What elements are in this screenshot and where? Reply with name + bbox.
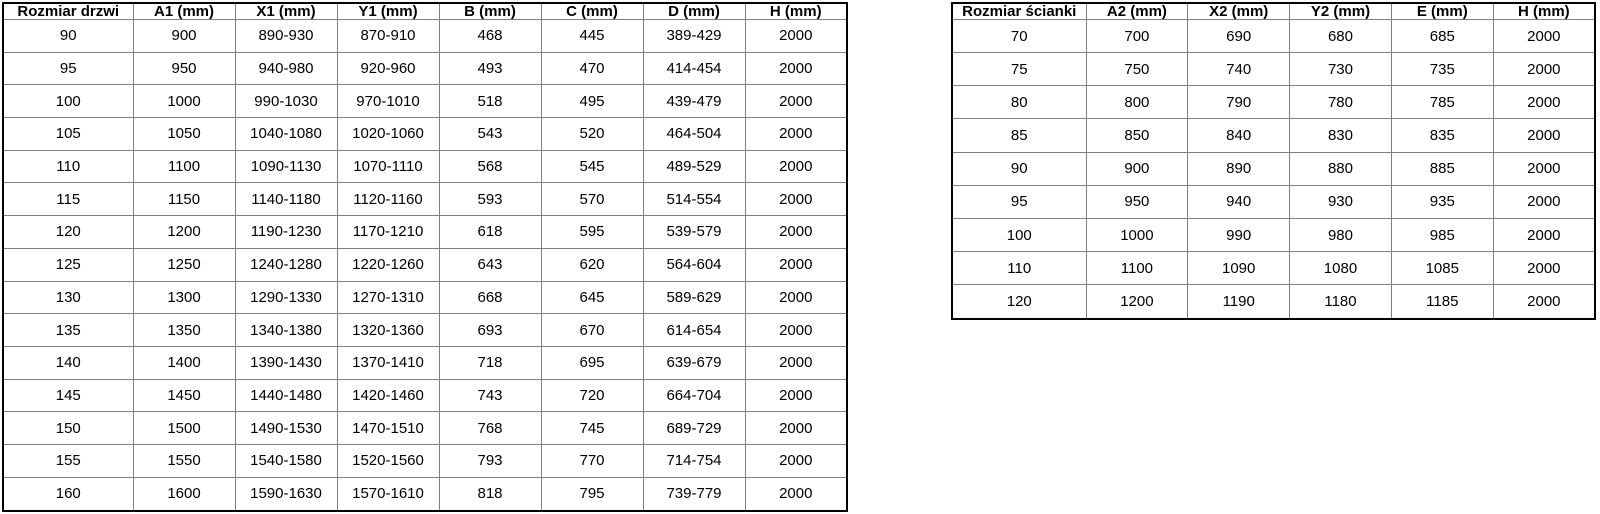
cell: 85 — [952, 119, 1086, 152]
header-row — [952, 3, 1595, 20]
cell: 493 — [439, 52, 541, 85]
table-row — [3, 52, 847, 85]
cell: 800 — [1086, 86, 1188, 119]
cell: 2000 — [1493, 53, 1595, 86]
column-header: Rozmiar drzwi — [3, 3, 133, 20]
table-row — [3, 346, 847, 379]
cell: 1250 — [133, 248, 235, 281]
column-header: A2 (mm) — [1086, 3, 1188, 20]
cell: 1150 — [133, 183, 235, 216]
cell: 470 — [541, 52, 643, 85]
cell: 1440-1480 — [235, 379, 337, 412]
cell: 2000 — [1493, 119, 1595, 152]
cell: 1390-1430 — [235, 346, 337, 379]
cell: 100 — [952, 218, 1086, 251]
cell: 95 — [952, 185, 1086, 218]
cell: 1085 — [1391, 252, 1493, 285]
cell: 564-604 — [643, 248, 745, 281]
cell: 840 — [1188, 119, 1290, 152]
cell: 614-654 — [643, 314, 745, 347]
cell: 570 — [541, 183, 643, 216]
cell: 414-454 — [643, 52, 745, 85]
cell: 1470-1510 — [337, 412, 439, 445]
cell: 2000 — [745, 444, 847, 477]
cell: 2000 — [745, 412, 847, 445]
cell: 1420-1460 — [337, 379, 439, 412]
cell: 980 — [1290, 218, 1392, 251]
cell: 730 — [1290, 53, 1392, 86]
cell: 790 — [1188, 86, 1290, 119]
cell: 1000 — [1086, 218, 1188, 251]
cell: 468 — [439, 20, 541, 53]
cell: 885 — [1391, 152, 1493, 185]
cell: 1090-1130 — [235, 150, 337, 183]
cell: 1190 — [1188, 285, 1290, 319]
cell: 890-930 — [235, 20, 337, 53]
cell: 1000 — [133, 85, 235, 118]
cell: 545 — [541, 150, 643, 183]
cell: 2000 — [745, 20, 847, 53]
cell: 520 — [541, 118, 643, 151]
cell: 2000 — [745, 118, 847, 151]
header-row — [3, 3, 847, 20]
cell: 1070-1110 — [337, 150, 439, 183]
cell: 595 — [541, 216, 643, 249]
cell: 2000 — [745, 477, 847, 511]
cell: 970-1010 — [337, 85, 439, 118]
cell: 740 — [1188, 53, 1290, 86]
table-row — [952, 252, 1595, 285]
cell: 2000 — [745, 216, 847, 249]
cell: 1050 — [133, 118, 235, 151]
cell: 135 — [3, 314, 133, 347]
cell: 1100 — [1086, 252, 1188, 285]
cell: 539-579 — [643, 216, 745, 249]
column-header: Y1 (mm) — [337, 3, 439, 20]
cell: 1190-1230 — [235, 216, 337, 249]
table-row — [952, 53, 1595, 86]
column-header: A1 (mm) — [133, 3, 235, 20]
cell: 514-554 — [643, 183, 745, 216]
cell: 2000 — [1493, 285, 1595, 319]
cell: 685 — [1391, 20, 1493, 53]
column-header: Rozmiar ścianki — [952, 3, 1086, 20]
column-header: H (mm) — [745, 3, 847, 20]
cell: 900 — [1086, 152, 1188, 185]
cell: 1520-1560 — [337, 444, 439, 477]
cell: 100 — [3, 85, 133, 118]
cell: 735 — [1391, 53, 1493, 86]
cell: 110 — [952, 252, 1086, 285]
cell: 870-910 — [337, 20, 439, 53]
cell: 690 — [1188, 20, 1290, 53]
table-row — [952, 119, 1595, 152]
table-row — [952, 285, 1595, 319]
cell: 1320-1360 — [337, 314, 439, 347]
cell: 900 — [133, 20, 235, 53]
cell: 770 — [541, 444, 643, 477]
cell: 70 — [952, 20, 1086, 53]
cell: 830 — [1290, 119, 1392, 152]
cell: 2000 — [745, 346, 847, 379]
cell: 1500 — [133, 412, 235, 445]
table-row — [3, 216, 847, 249]
table-row — [3, 183, 847, 216]
cell: 1180 — [1290, 285, 1392, 319]
cell: 1290-1330 — [235, 281, 337, 314]
cell: 2000 — [745, 52, 847, 85]
cell: 720 — [541, 379, 643, 412]
door-size-table — [2, 2, 848, 512]
cell: 695 — [541, 346, 643, 379]
cell: 950 — [133, 52, 235, 85]
cell: 785 — [1391, 86, 1493, 119]
cell: 920-960 — [337, 52, 439, 85]
cell: 750 — [1086, 53, 1188, 86]
cell: 125 — [3, 248, 133, 281]
cell: 745 — [541, 412, 643, 445]
cell: 985 — [1391, 218, 1493, 251]
table-row — [3, 444, 847, 477]
cell: 2000 — [745, 281, 847, 314]
cell: 90 — [3, 20, 133, 53]
cell: 2000 — [1493, 20, 1595, 53]
cell: 850 — [1086, 119, 1188, 152]
cell: 2000 — [1493, 86, 1595, 119]
cell: 714-754 — [643, 444, 745, 477]
table-row — [3, 150, 847, 183]
cell: 700 — [1086, 20, 1188, 53]
cell: 1100 — [133, 150, 235, 183]
cell: 2000 — [745, 150, 847, 183]
cell: 439-479 — [643, 85, 745, 118]
cell: 668 — [439, 281, 541, 314]
cell: 1220-1260 — [337, 248, 439, 281]
cell: 2000 — [1493, 152, 1595, 185]
cell: 1540-1580 — [235, 444, 337, 477]
column-header: E (mm) — [1391, 3, 1493, 20]
cell: 2000 — [745, 248, 847, 281]
column-header: H (mm) — [1493, 3, 1595, 20]
cell: 670 — [541, 314, 643, 347]
cell: 2000 — [745, 314, 847, 347]
table-row — [952, 152, 1595, 185]
cell: 645 — [541, 281, 643, 314]
cell: 1340-1380 — [235, 314, 337, 347]
cell: 940 — [1188, 185, 1290, 218]
cell: 1600 — [133, 477, 235, 511]
cell: 835 — [1391, 119, 1493, 152]
cell: 150 — [3, 412, 133, 445]
wall-size-table — [951, 2, 1596, 320]
table-row — [3, 314, 847, 347]
cell: 145 — [3, 379, 133, 412]
cell: 464-504 — [643, 118, 745, 151]
cell: 543 — [439, 118, 541, 151]
table-row — [3, 281, 847, 314]
column-header: B (mm) — [439, 3, 541, 20]
cell: 1300 — [133, 281, 235, 314]
cell: 518 — [439, 85, 541, 118]
cell: 768 — [439, 412, 541, 445]
cell: 1350 — [133, 314, 235, 347]
cell: 620 — [541, 248, 643, 281]
cell: 105 — [3, 118, 133, 151]
table-row — [3, 379, 847, 412]
cell: 1450 — [133, 379, 235, 412]
cell: 689-729 — [643, 412, 745, 445]
cell: 990-1030 — [235, 85, 337, 118]
cell: 718 — [439, 346, 541, 379]
cell: 155 — [3, 444, 133, 477]
column-header: X1 (mm) — [235, 3, 337, 20]
cell: 140 — [3, 346, 133, 379]
table-row — [3, 118, 847, 151]
cell: 1200 — [1086, 285, 1188, 319]
cell: 1240-1280 — [235, 248, 337, 281]
table-row — [952, 185, 1595, 218]
cell: 568 — [439, 150, 541, 183]
cell: 120 — [952, 285, 1086, 319]
table-row — [3, 248, 847, 281]
cell: 489-529 — [643, 150, 745, 183]
cell: 1185 — [1391, 285, 1493, 319]
cell: 90 — [952, 152, 1086, 185]
cell: 639-679 — [643, 346, 745, 379]
cell: 115 — [3, 183, 133, 216]
column-header: D (mm) — [643, 3, 745, 20]
table-row — [952, 218, 1595, 251]
cell: 1020-1060 — [337, 118, 439, 151]
cell: 818 — [439, 477, 541, 511]
cell: 1080 — [1290, 252, 1392, 285]
cell: 1590-1630 — [235, 477, 337, 511]
table-row — [3, 85, 847, 118]
cell: 2000 — [1493, 218, 1595, 251]
cell: 950 — [1086, 185, 1188, 218]
cell: 739-779 — [643, 477, 745, 511]
cell: 890 — [1188, 152, 1290, 185]
cell: 110 — [3, 150, 133, 183]
cell: 680 — [1290, 20, 1392, 53]
cell: 793 — [439, 444, 541, 477]
cell: 664-704 — [643, 379, 745, 412]
cell: 935 — [1391, 185, 1493, 218]
cell: 643 — [439, 248, 541, 281]
cell: 495 — [541, 85, 643, 118]
table-row — [952, 20, 1595, 53]
cell: 990 — [1188, 218, 1290, 251]
cell: 2000 — [745, 85, 847, 118]
cell: 930 — [1290, 185, 1392, 218]
cell: 80 — [952, 86, 1086, 119]
cell: 389-429 — [643, 20, 745, 53]
cell: 1550 — [133, 444, 235, 477]
cell: 1200 — [133, 216, 235, 249]
table-row — [3, 20, 847, 53]
column-header: C (mm) — [541, 3, 643, 20]
cell: 940-980 — [235, 52, 337, 85]
cell: 2000 — [1493, 185, 1595, 218]
cell: 2000 — [1493, 252, 1595, 285]
cell: 618 — [439, 216, 541, 249]
cell: 130 — [3, 281, 133, 314]
cell: 2000 — [745, 183, 847, 216]
cell: 1270-1310 — [337, 281, 439, 314]
cell: 1140-1180 — [235, 183, 337, 216]
cell: 880 — [1290, 152, 1392, 185]
cell: 795 — [541, 477, 643, 511]
cell: 1400 — [133, 346, 235, 379]
cell: 589-629 — [643, 281, 745, 314]
cell: 445 — [541, 20, 643, 53]
table-row — [3, 412, 847, 445]
table-row — [3, 477, 847, 511]
cell: 1040-1080 — [235, 118, 337, 151]
cell: 1170-1210 — [337, 216, 439, 249]
column-header: Y2 (mm) — [1290, 3, 1392, 20]
cell: 1570-1610 — [337, 477, 439, 511]
cell: 1490-1530 — [235, 412, 337, 445]
cell: 743 — [439, 379, 541, 412]
column-header: X2 (mm) — [1188, 3, 1290, 20]
cell: 1370-1410 — [337, 346, 439, 379]
cell: 593 — [439, 183, 541, 216]
cell: 1090 — [1188, 252, 1290, 285]
cell: 780 — [1290, 86, 1392, 119]
cell: 1120-1160 — [337, 183, 439, 216]
cell: 95 — [3, 52, 133, 85]
cell: 160 — [3, 477, 133, 511]
cell: 120 — [3, 216, 133, 249]
cell: 75 — [952, 53, 1086, 86]
table-row — [952, 86, 1595, 119]
cell: 2000 — [745, 379, 847, 412]
cell: 693 — [439, 314, 541, 347]
